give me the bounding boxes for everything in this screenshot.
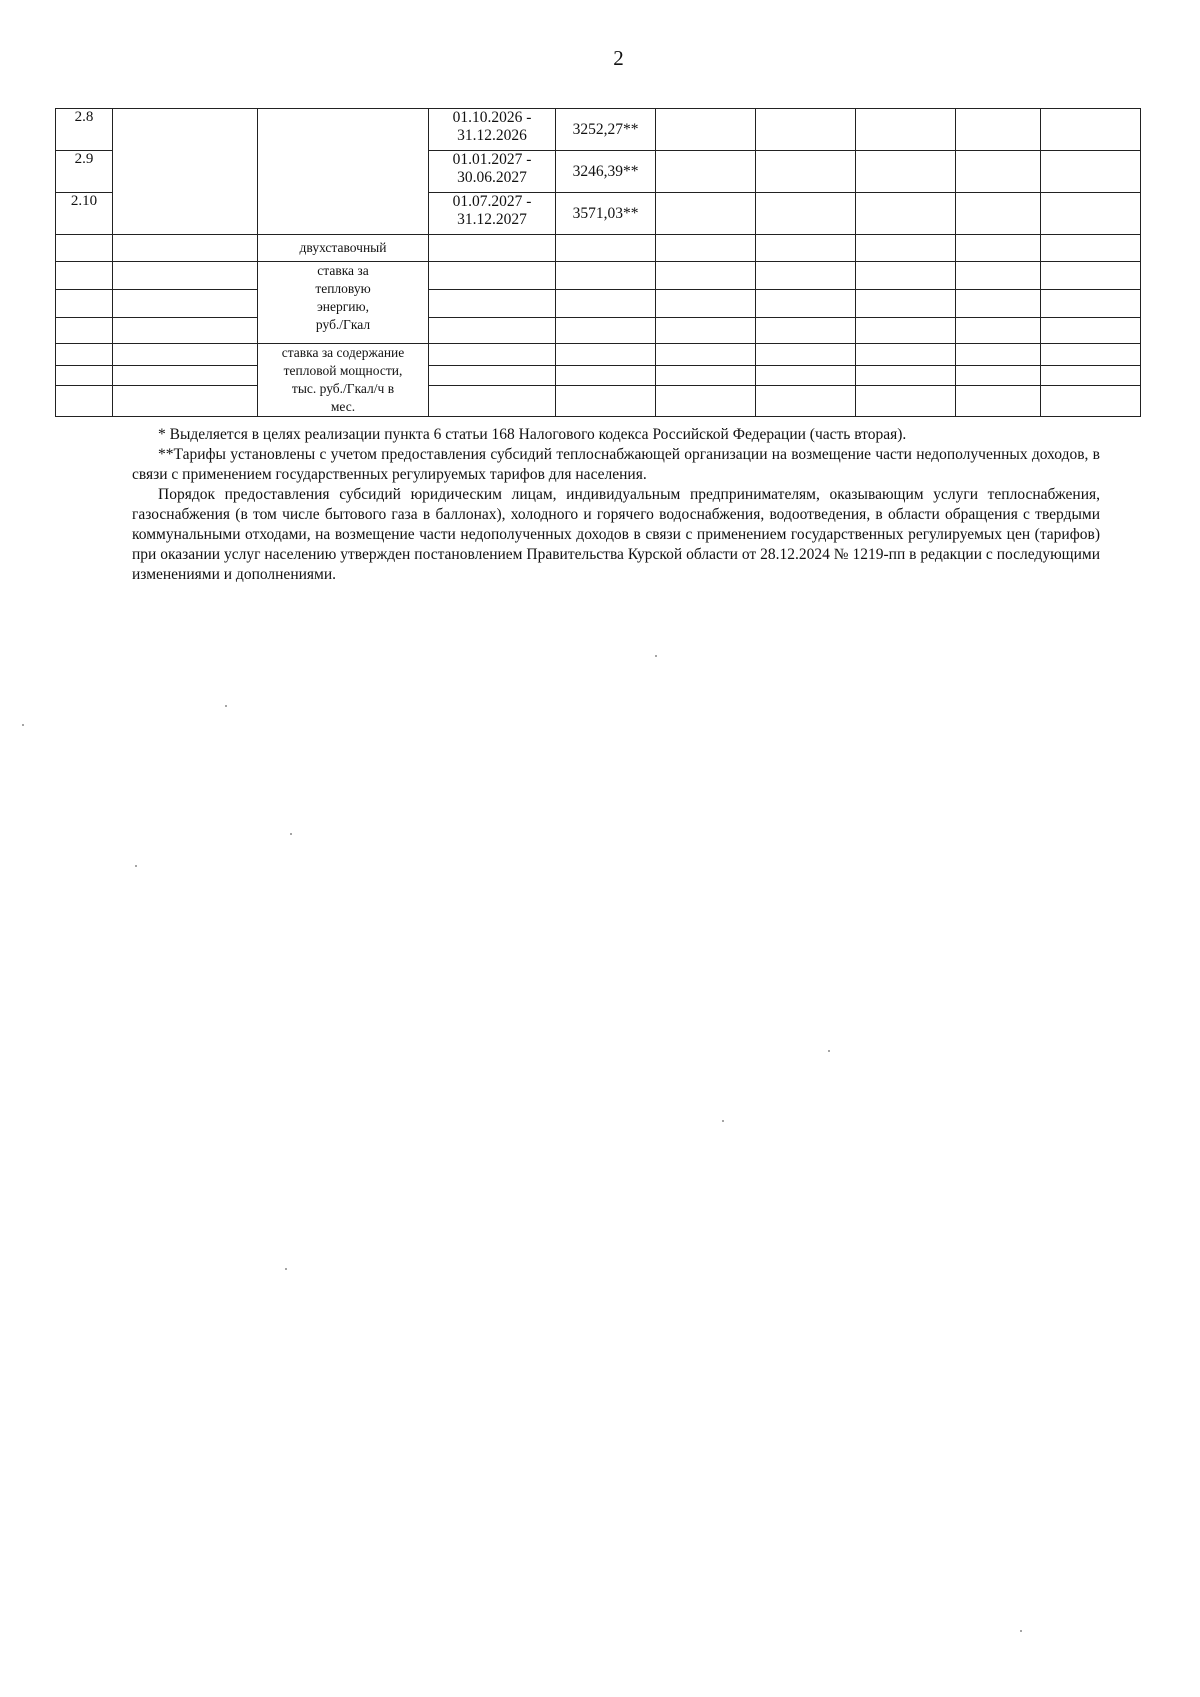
- row-number: 2.10: [56, 193, 113, 235]
- label-line: тепловую: [315, 281, 371, 296]
- label-line: ставка за содержание: [281, 345, 405, 360]
- footnote-subsidy: **Тарифы установлены с учетом предоставления субсидий теплоснабжающей организации на возмещение части недополученных доходов, в связи с применением государственных регулируемых тарифов для населения.: [132, 446, 1100, 483]
- label-line: тепловой мощности,: [283, 363, 403, 378]
- period-end: 31.12.2027: [457, 211, 527, 228]
- energy-rate-label: [258, 262, 429, 344]
- table-row: [56, 290, 1141, 318]
- price-cell: 3252,27**: [556, 109, 656, 151]
- period-end: 30.06.2027: [457, 169, 527, 186]
- table-row: [56, 262, 1141, 290]
- period-end: 31.12.2026: [457, 127, 527, 144]
- footnote-vat: * Выделяется в целях реализации пункта 6 статьи 168 Налогового кодекса Российской Федерации (часть вторая).: [158, 426, 907, 443]
- period-cell: [429, 109, 556, 151]
- label-line: мес.: [330, 399, 356, 414]
- period-cell: [429, 193, 556, 235]
- notes: [132, 425, 1100, 585]
- label-line: энергию,: [317, 299, 369, 314]
- page-number: 2: [613, 46, 624, 70]
- table-row: [56, 235, 1141, 262]
- capacity-rate-label: [258, 344, 429, 417]
- table-row: [56, 318, 1141, 344]
- label-line: руб./Гкал: [315, 317, 371, 332]
- table-row: [56, 386, 1141, 417]
- subsidy-procedure: Порядок предоставления субсидий юридическим лицам, индивидуальным предпринимателям, оказывающим услуги теплоснабжения, газоснабжения (в том числе бытового газа в баллонах), холодного и горячего водоснабжения, водоотведения, в области обращения с твердыми коммунальными отходами, на возмещение части недополученных доходов в связи с применением государственных регулируемых цен (тарифов) при оказании услуг населению утвержден постановлением Правительства Курской области от 28.12.2024 № 1219-пп в редакции с последующими изменениями и дополнениями.: [132, 486, 1100, 583]
- tariff-table: [55, 108, 1141, 417]
- period-cell: [429, 151, 556, 193]
- period-start: 01.07.2027 -: [452, 193, 532, 210]
- empty-cell: [113, 109, 258, 235]
- table-row: [56, 109, 1141, 151]
- two-part-label: двухставочный: [258, 235, 429, 262]
- row-number: 2.9: [56, 151, 113, 193]
- price-cell: 3571,03**: [556, 193, 656, 235]
- table-row: [56, 344, 1141, 366]
- price-cell: 3246,39**: [556, 151, 656, 193]
- row-number: 2.8: [56, 109, 113, 151]
- label-line: ставка за: [317, 263, 369, 278]
- label-line: тыс. руб./Гкал/ч в: [291, 381, 395, 396]
- period-start: 01.01.2027 -: [452, 151, 532, 168]
- empty-cell: [258, 109, 429, 235]
- period-start: 01.10.2026 -: [452, 109, 532, 126]
- table-row: [56, 366, 1141, 386]
